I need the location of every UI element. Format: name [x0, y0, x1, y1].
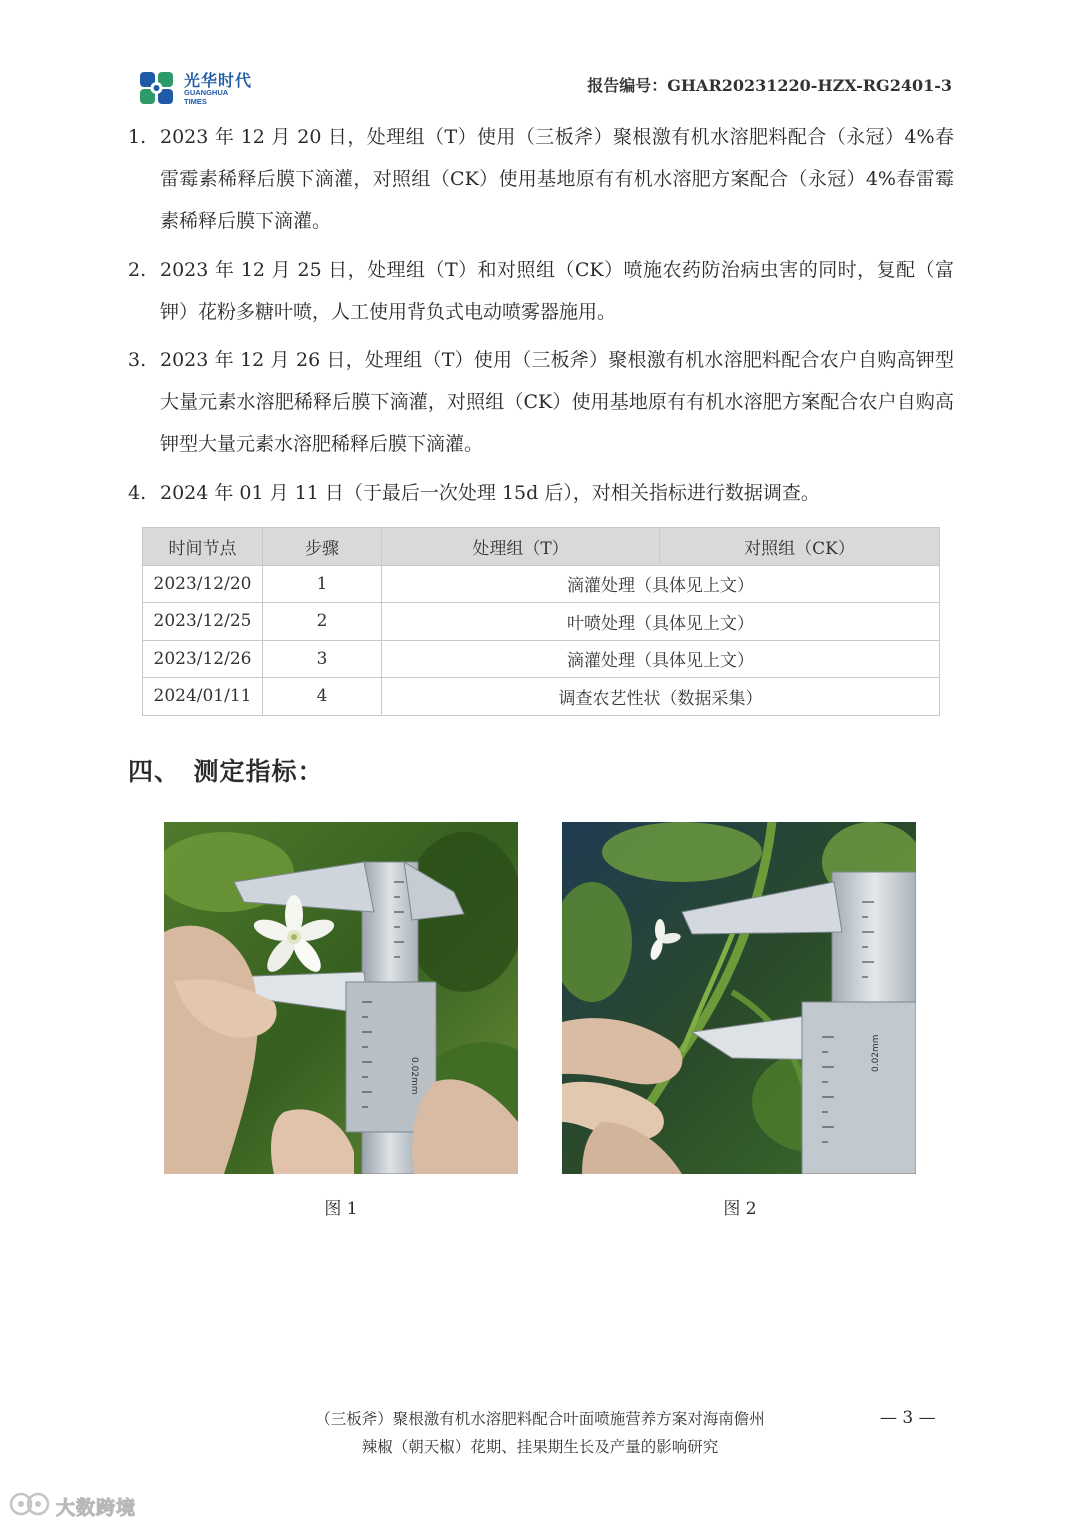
table-cell-desc: 滴灌处理（具体见上文）	[382, 565, 940, 603]
logo-subtitle: GUANGHUA TIMES	[184, 88, 229, 106]
footer-line: （三板斧）聚根激有机水溶肥料配合叶面喷施营养方案对海南儋州	[315, 1410, 765, 1428]
figure-1-photo	[164, 822, 518, 1174]
table-row	[143, 603, 940, 641]
table-cell-step: 1	[263, 565, 382, 603]
list-item-number: 2.	[128, 259, 147, 281]
section-heading: 四、 测定指标：	[128, 757, 324, 786]
watermark	[8, 1490, 148, 1520]
table-cell-desc: 滴灌处理（具体见上文）	[382, 640, 940, 678]
table-cell-desc: 叶喷处理（具体见上文）	[382, 603, 940, 641]
list-item-number: 3.	[128, 349, 147, 371]
table-row	[143, 678, 940, 716]
list-item	[128, 472, 954, 514]
figure-2-photo	[562, 822, 916, 1174]
watermark-logo-icon	[8, 1490, 52, 1520]
table-cell-date: 2023/12/25	[143, 603, 263, 641]
table-header-row	[143, 528, 940, 566]
list-item-text: 2024 年 01 月 11 日（于最后一次处理 15d 后），对相关指标进行数据调查。	[160, 482, 820, 504]
table-cell-step: 3	[263, 640, 382, 678]
schedule-table	[142, 527, 940, 716]
table-row	[143, 565, 940, 603]
list-item	[128, 116, 954, 242]
table-cell-step: 2	[263, 603, 382, 641]
table-cell-date: 2024/01/11	[143, 678, 263, 716]
table-header-cell: 步骤	[263, 528, 382, 566]
list-item	[128, 249, 954, 333]
logo-mark-icon	[136, 66, 180, 110]
list-item	[128, 339, 954, 465]
list-item-text: 2023 年 12 月 25 日，处理组（T）和对照组（CK）喷施农药防治病虫害的同时，复配（富钾）花粉多糖叶喷，人工使用背负式电动喷雾器施用。	[160, 259, 954, 323]
list-item-number: 4.	[128, 482, 147, 504]
logo-name: 光华时代	[184, 71, 253, 90]
caliper-label: 0.02mm	[871, 1034, 881, 1072]
watermark-text: 大数跨境	[56, 1497, 137, 1519]
report-number: 报告编号：GHAR20231220-HZX-RG2401-3	[587, 76, 952, 95]
table-cell-date: 2023/12/26	[143, 640, 263, 678]
table-cell-desc: 调查农艺性状（数据采集）	[382, 678, 940, 716]
page-number: — 3 —	[880, 1408, 936, 1428]
list-item-text: 2023 年 12 月 20 日，处理组（T）使用（三板斧）聚根激有机水溶肥料配合（永冠）4%春雷霉素稀释后膜下滴灌，对照组（CK）使用基地原有有机水溶肥方案配合（永冠）4%春雷霉素稀释后膜下滴灌。	[160, 126, 954, 232]
caliper-label: 0.02mm	[409, 1057, 419, 1095]
figure-caption: 图 1	[324, 1199, 358, 1219]
table-header-cell: 处理组（T）	[382, 528, 660, 566]
table-header-cell: 时间节点	[143, 528, 263, 566]
figure-caption: 图 2	[723, 1199, 757, 1219]
footer-title	[280, 1405, 800, 1461]
company-logo	[136, 66, 266, 110]
table-row	[143, 640, 940, 678]
table-cell-date: 2023/12/20	[143, 565, 263, 603]
list-item-number: 1.	[128, 126, 147, 148]
table-header-cell: 对照组（CK）	[660, 528, 940, 566]
list-item-text: 2023 年 12 月 26 日，处理组（T）使用（三板斧）聚根激有机水溶肥料配合农户自购高钾型大量元素水溶肥稀释后膜下滴灌，对照组（CK）使用基地原有有机水溶肥方案配合农户自购高钾型大量元素水溶肥稀释后膜下滴灌。	[160, 349, 954, 455]
footer-line: 辣椒（朝天椒）花期、挂果期生长及产量的影响研究	[361, 1438, 719, 1456]
table-cell-step: 4	[263, 678, 382, 716]
